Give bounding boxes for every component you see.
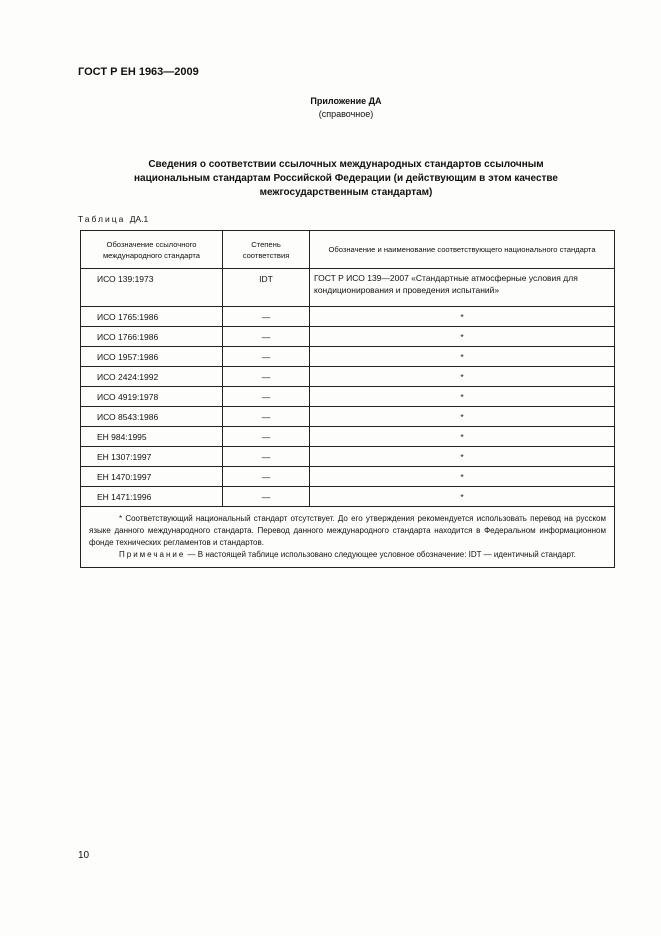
appendix-heading (200, 95, 492, 121)
table-row (81, 447, 615, 467)
table-header-row (81, 231, 615, 269)
table-footnote-cell (81, 507, 615, 568)
table-row (81, 427, 615, 447)
table-row (81, 307, 615, 327)
cell-reference: ЕН 1307:1997 (81, 447, 223, 467)
header-reference-standard: Обозначение ссылочного международного стандарта (81, 231, 223, 269)
cell-degree: — (223, 427, 310, 447)
cell-reference: ЕН 1470:1997 (81, 467, 223, 487)
table-label-number: ДА.1 (129, 214, 149, 224)
cell-national: ГОСТ Р ИСО 139—2007 «Стандартные атмосферные условия для кондиционирования и проведения испытаний» (310, 269, 615, 307)
document-code: ГОСТ Р ЕН 1963—2009 (78, 66, 199, 78)
table-row (81, 467, 615, 487)
table-row (81, 387, 615, 407)
note-label: Примечание (119, 550, 186, 559)
cell-degree: IDT (223, 269, 310, 307)
table-row (81, 407, 615, 427)
cell-degree: — (223, 407, 310, 427)
cell-degree: — (223, 367, 310, 387)
page-number: 10 (78, 850, 90, 861)
table-row (81, 269, 615, 307)
table-row (81, 347, 615, 367)
footnote-text: * Соответствующий национальный стандарт отсутствует. До его утверждения рекомендуется использовать перевод на русском языке данного международного стандарта. Перевод данного международного стандарта находится в Федеральном информационном фонде технических регламентов и стандартов. (89, 514, 606, 547)
table-row (81, 327, 615, 347)
cell-national: * (310, 487, 615, 507)
cell-reference: ИСО 1957:1986 (81, 347, 223, 367)
table-footnote-row (81, 507, 615, 568)
cell-national: * (310, 347, 615, 367)
cell-national: * (310, 407, 615, 427)
table-label-word: Таблица (78, 214, 126, 224)
section-title-line: межгосударственным стандартам) (259, 187, 433, 198)
cell-reference: ЕН 984:1995 (81, 427, 223, 447)
note-paragraph (89, 549, 606, 561)
table-row (81, 367, 615, 387)
cell-national: * (310, 327, 615, 347)
note-text: — В настоящей таблице использовано следующее условное обозначение: IDT — идентичный стандарт. (185, 550, 576, 559)
section-title-line: Сведения о соответствии ссылочных международных стандартов ссылочным (148, 159, 544, 170)
cell-reference: ИСО 1766:1986 (81, 327, 223, 347)
cell-reference: ИСО 139:1973 (81, 269, 223, 307)
cell-reference: ИСО 4919:1978 (81, 387, 223, 407)
cell-degree: — (223, 327, 310, 347)
cell-degree: — (223, 387, 310, 407)
appendix-subtitle: (справочное) (318, 109, 374, 119)
cell-national: * (310, 367, 615, 387)
appendix-title: Приложение ДА (310, 96, 382, 106)
section-title-line: национальным стандартам Российской Федерации (и действующим в этом качестве (134, 173, 558, 184)
cell-degree: — (223, 487, 310, 507)
table-row (81, 487, 615, 507)
cell-reference: ЕН 1471:1996 (81, 487, 223, 507)
cell-degree: — (223, 307, 310, 327)
cell-national: * (310, 307, 615, 327)
cell-reference: ИСО 2424:1992 (81, 367, 223, 387)
table-label (78, 214, 148, 224)
cell-reference: ИСО 1765:1986 (81, 307, 223, 327)
cell-national: * (310, 387, 615, 407)
correspondence-table (80, 230, 615, 568)
cell-degree: — (223, 347, 310, 367)
cell-reference: ИСО 8543:1986 (81, 407, 223, 427)
section-title (100, 158, 592, 200)
cell-degree: — (223, 467, 310, 487)
header-degree: Степень соответствия (223, 231, 310, 269)
cell-national: * (310, 427, 615, 447)
cell-national: * (310, 447, 615, 467)
header-national-standard: Обозначение и наименование соответствующего национального стандарта (310, 231, 615, 269)
cell-national: * (310, 467, 615, 487)
cell-degree: — (223, 447, 310, 467)
